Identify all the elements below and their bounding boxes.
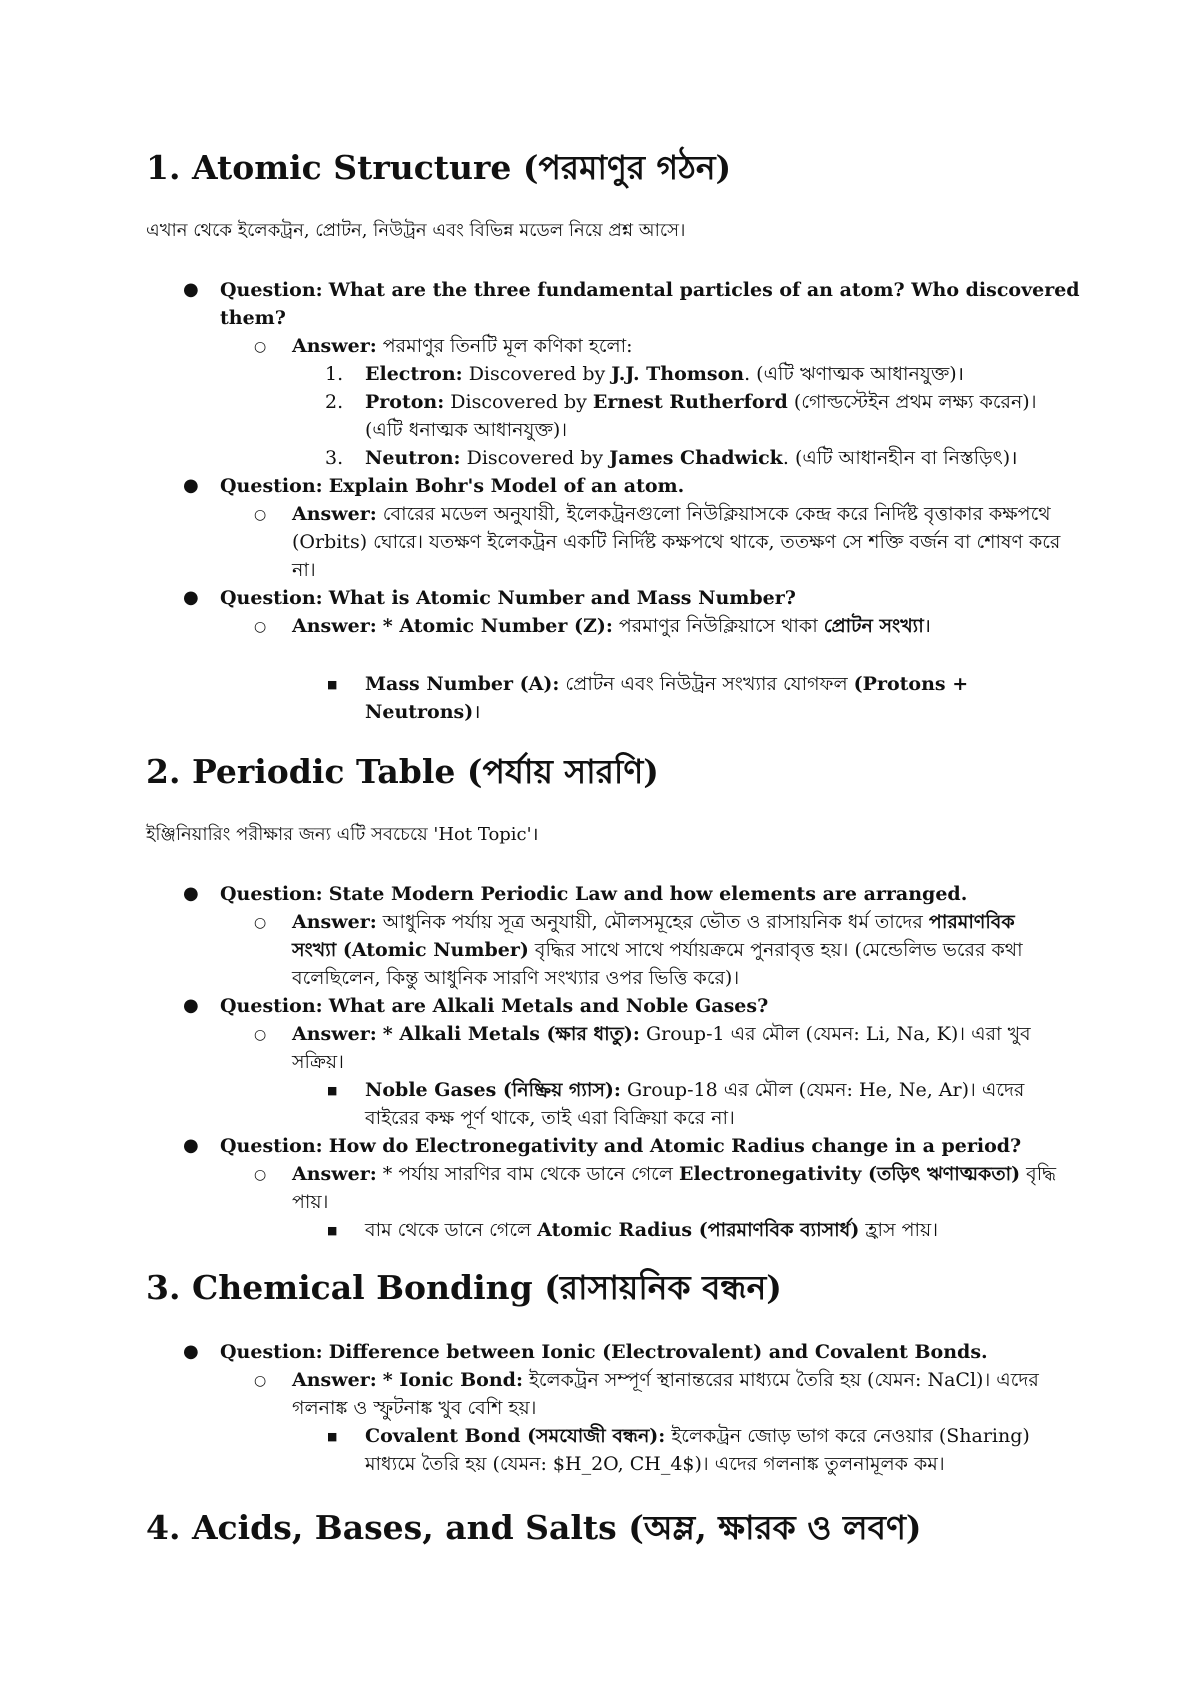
- bullet: ●: [183, 883, 199, 904]
- section-heading-atomic-structure: 1. Atomic Structure (পরমাণুর গঠন): [146, 148, 732, 187]
- answer: Answer: * Atomic Number (Z): পরমাণুর নিউক্লিয়াসে থাকা প্রোটন সংখ্যা।: [292, 615, 931, 637]
- answer: Answer: পরমাণুর তিনটি মূল কণিকা হলো:: [292, 335, 633, 357]
- sub-bullet: ○: [254, 1167, 267, 1183]
- list-item: Electron: Discovered by J.J. Thomson. (এটি ঋণাত্মক আধানযুক্ত)।: [365, 363, 964, 385]
- sub-sub-bullet: ■: [327, 678, 338, 691]
- sub-answer: Mass Number (A): প্রোটন এবং নিউট্রন সংখ্যার যোগফল (Protons + Neutrons)।: [365, 673, 969, 723]
- answer: Answer: * Ionic Bond: ইলেকট্রন সম্পূর্ণ স্থানান্তরের মাধ্যমে তৈরি হয় (যেমন: NaCl)। এদের গলনাঙ্ক ও স্ফুটনাঙ্ক খুব বেশি হয়।: [292, 1369, 1039, 1419]
- list-item: Proton: Discovered by Ernest Rutherford (গোল্ডস্টেইন প্রথম লক্ষ্য করেন)। (এটি ধনাত্মক আধানযুক্ত)।: [365, 391, 1037, 441]
- sub-bullet: ○: [254, 619, 267, 635]
- sub-sub-bullet: ■: [327, 1430, 338, 1443]
- question: Question: What is Atomic Number and Mass Number?: [220, 587, 796, 609]
- sub-answer: Noble Gases (নিষ্ক্রিয় গ্যাস): Group-18 এর মৌল (যেমন: He, Ne, Ar)। এদের বাইরের কক্ষ পূর্ণ থাকে, তাই এরা বিক্রিয়া করে না।: [365, 1079, 1025, 1129]
- list-number: 3.: [325, 447, 344, 469]
- list-number: 1.: [325, 363, 344, 385]
- question: Question: State Modern Periodic Law and how elements are arranged.: [220, 883, 968, 905]
- question: Question: What are the three fundamental particles of an atom? Who discovered them?: [220, 279, 1080, 329]
- sub-sub-bullet: ■: [327, 1224, 338, 1237]
- sub-bullet: ○: [254, 915, 267, 931]
- question: Question: What are Alkali Metals and Noble Gases?: [220, 995, 769, 1017]
- answer: Answer: আধুনিক পর্যায় সূত্র অনুযায়ী, মৌলসমূহের ভৌত ও রাসায়নিক ধর্ম তাদের পারমাণবিক সংখ্যা (Atomic Number) বৃদ্ধির সাথে সাথে পর্যায়ক্রমে পুনরাবৃত্ত হয়। (মেন্ডেলিভ ভরের কথা বলেছিলেন, কিন্তু আধুনিক সারণি সংখ্যার ওপর ভিত্তি করে)।: [292, 911, 1023, 989]
- answer: Answer: * পর্যায় সারণির বাম থেকে ডানে গেলে Electronegativity (তড়িৎ ঋণাত্মকতা) বৃদ্ধি পায়।: [292, 1163, 1057, 1213]
- sub-bullet: ○: [254, 1027, 267, 1043]
- bullet: ●: [183, 995, 199, 1016]
- sub-sub-bullet: ■: [327, 1084, 338, 1097]
- section-heading-chemical-bonding: 3. Chemical Bonding (রাসায়নিক বন্ধন): [146, 1268, 782, 1307]
- bullet: ●: [183, 1341, 199, 1362]
- answer: Answer: বোরের মডেল অনুযায়ী, ইলেকট্রনগুলো নিউক্লিয়াসকে কেন্দ্র করে নির্দিষ্ট বৃত্তাকার কক্ষপথে (Orbits) ঘোরে। যতক্ষণ ইলেকট্রন একটি নির্দিষ্ট কক্ষপথে থাকে, ততক্ষণ সে শক্তি বর্জন বা শোষণ করে না।: [292, 503, 1061, 581]
- sub-answer: বাম থেকে ডানে গেলে Atomic Radius (পারমাণবিক ব্যাসার্ধ) হ্রাস পায়।: [365, 1219, 939, 1241]
- section-heading-periodic-table: 2. Periodic Table (পর্যায় সারণি): [146, 752, 659, 791]
- sub-bullet: ○: [254, 507, 267, 523]
- section-intro: এখান থেকে ইলেকট্রন, প্রোটন, নিউট্রন এবং বিভিন্ন মডেল নিয়ে প্রশ্ন আসে।: [146, 220, 686, 241]
- sub-answer: Covalent Bond (সমযোজী বন্ধন): ইলেকট্রন জোড় ভাগ করে নেওয়ার (Sharing) মাধ্যমে তৈরি হয় (যেমন: $H_2O, CH_4$)। এদের গলনাঙ্ক তুলনামূলক কম।: [365, 1425, 1030, 1475]
- question: Question: How do Electronegativity and Atomic Radius change in a period?: [220, 1135, 1022, 1157]
- sub-bullet: ○: [254, 1373, 267, 1389]
- section-intro: ইঞ্জিনিয়ারিং পরীক্ষার জন্য এটি সবচেয়ে 'Hot Topic'।: [146, 824, 539, 845]
- question: Question: Explain Bohr's Model of an atom.: [220, 475, 685, 497]
- bullet: ●: [183, 1135, 199, 1156]
- sub-bullet: ○: [254, 339, 267, 355]
- question: Question: Difference between Ionic (Electrovalent) and Covalent Bonds.: [220, 1341, 988, 1363]
- list-number: 2.: [325, 391, 344, 413]
- bullet: ●: [183, 279, 199, 300]
- bullet: ●: [183, 587, 199, 608]
- answer: Answer: * Alkali Metals (ক্ষার ধাতু): Group-1 এর মৌল (যেমন: Li, Na, K)। এরা খুব সক্রিয়।: [292, 1023, 1031, 1073]
- list-item: Neutron: Discovered by James Chadwick. (এটি আধানহীন বা নিস্তড়িৎ)।: [365, 447, 1018, 469]
- bullet: ●: [183, 475, 199, 496]
- section-heading-acids-bases-salts: 4. Acids, Bases, and Salts (অম্ল, ক্ষারক ও লবণ): [146, 1508, 922, 1547]
